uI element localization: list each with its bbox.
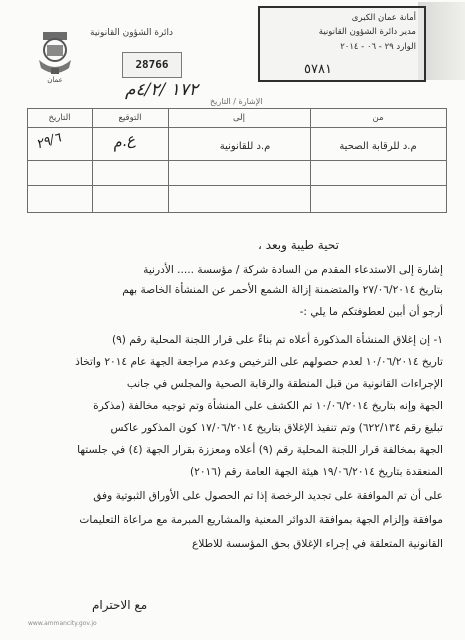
reference-box [122, 52, 182, 78]
letter-line: المنعقدة بتاريخ ١٩/٠٦/٢٠١٤ هيئة الجهة العامة رقم (٢٠١٦) [190, 466, 443, 478]
letter-line: أرجو أن أبين لعطوفتكم ما يلي :- [299, 306, 443, 318]
handwritten-reference: ١٧٢ /٤/٢م [125, 80, 199, 100]
letter-line: إشارة إلى الاستدعاء المقدم من السادة شركة / مؤسسة ..... الأدرنية [143, 264, 443, 276]
to-cell: م.د للقانونية [219, 141, 271, 152]
coat-of-arms-logo [35, 30, 75, 76]
letter-line: تبليغ رقم ٦٢٢/١٣٤) وتم تنفيذ الإغلاق بتاريخ ١٧/٠٦/٢٠١٤ كون المذكور عاكس [110, 422, 443, 434]
closing: مع الاحترام [92, 598, 148, 612]
letter-line: ١- إن إغلاق المنشأة المذكورة أعلاه تم بناءً على قرار اللجنة المحلية رقم (٩) [111, 334, 443, 346]
letter-line: بتاريخ ٢٧/٠٦/٢٠١٤ والمتضمنة إزالة الشمع الأحمر عن المنشأة الخاصة بهم [122, 284, 443, 296]
greeting: تحية طيبة وبعد ، [258, 238, 339, 252]
date-handwritten: ٢٩/٦ [34, 130, 64, 153]
letter-line: على أن تم الموافقة على تجديد الرخصة إذا تم الحصول على الأوراق الثبوتية وفق [93, 490, 443, 502]
letter-line: الإجراءات القانونية من قبل المنطقة والرقابة الصحية والمجلس في جانب [126, 378, 443, 390]
reference-label: الإشارة / التاريخ [210, 97, 263, 106]
stamp-number: ٥٧٨١ [304, 62, 332, 77]
letter-line: القانونية المتعلقة في إجراء الإغلاق بحق المؤسسة للاطلاع [192, 538, 443, 550]
header-signature: التوقيع [118, 113, 142, 123]
letter-line: موافقة وإلزام الجهة بموافقة الدوائر المعنية والمشاريع المبرمة مع مراعاة التعليمات [79, 514, 443, 526]
signature: ع.م [110, 129, 137, 153]
from-cell: م.د للرقابة الصحية [339, 141, 417, 152]
logo-caption: عمان [47, 76, 63, 84]
reference-number: 28766 [135, 58, 169, 71]
footer-text: www.ammancity.gov.jo [28, 620, 97, 627]
letter-line: الجهة وإنه بتاريخ ١٠/٠٦/٢٠١٤ تم الكشف على المنشأة وتم توجيه مخالفة (مذكرة [93, 400, 443, 412]
stamp-line-1: أمانة عمان الكبرى [351, 13, 416, 23]
letter-line: تاريخ ١٠/٠٦/٢٠١٤ لعدم حصولهم على الترخيص وعدم مراجعة الجهة عام ٢٠١٤ واتخاذ [75, 356, 443, 368]
stamp-line-2: مدير دائرة الشؤون القانونية [318, 27, 416, 37]
header-from: من [372, 113, 384, 123]
header-to: إلى [232, 113, 246, 123]
department-line: دائرة الشؤون القانونية [90, 28, 174, 38]
incoming-stamp [258, 6, 426, 82]
header-date: التاريخ [48, 113, 71, 123]
stamp-line-3: الوارد ٢٩ - ٠٦ - ٢٠١٤ [340, 42, 416, 52]
letter-line: الجهة بمخالفة قرار اللجنة المحلية رقم (٩) أعلاه ومعززة بقرار الجهة (٤) في جلستها [77, 444, 443, 456]
